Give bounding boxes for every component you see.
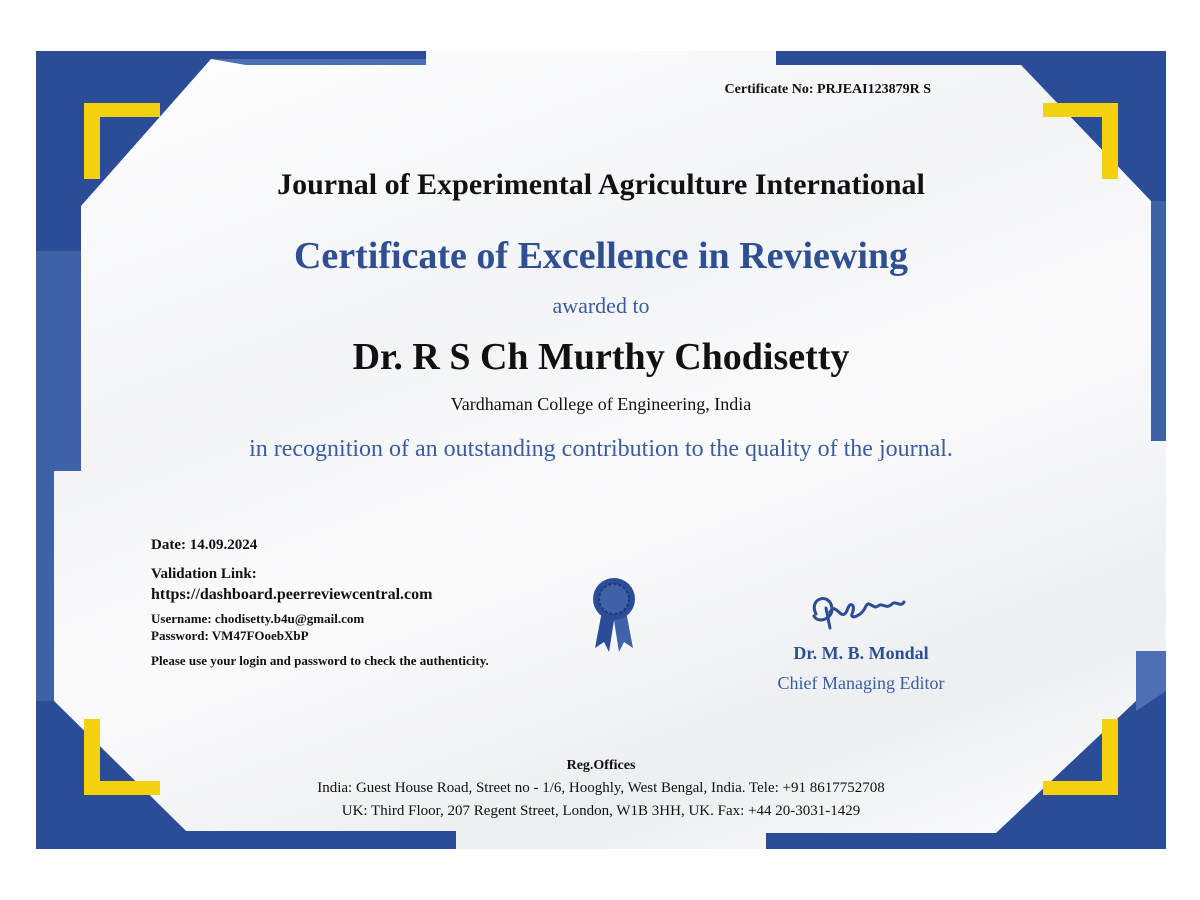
certificate-number: Certificate No: PRJEAI123879R S	[724, 82, 931, 97]
editor-name: Dr. M. B. Mondal	[793, 643, 929, 663]
awarded-to-text: awarded to	[552, 293, 650, 318]
recipient-name: Dr. R S Ch Murthy Chodisetty	[352, 336, 850, 378]
certificate	[36, 51, 1166, 849]
editor-signature	[806, 586, 916, 636]
editor-role: Chief Managing Editor	[777, 673, 945, 693]
certificate-title: Certificate of Excellence in Reviewing	[293, 235, 909, 277]
validation-details	[151, 535, 491, 670]
offices-title: Reg.Offices	[566, 758, 636, 773]
username-text: Username: chodisetty.b4u@gmail.com	[151, 611, 365, 626]
award-ribbon-icon	[591, 576, 637, 656]
validation-label: Validation Link:	[151, 566, 257, 582]
recipient-affiliation: Vardhaman College of Engineering, India	[450, 394, 752, 414]
recognition-text: in recognition of an outstanding contribution to the quality of the journal.	[249, 436, 953, 462]
validation-link[interactable]: https://dashboard.peerreviewcentral.com	[151, 586, 433, 603]
authenticity-note: Please use your login and password to check the authenticity.	[151, 653, 489, 668]
password-text: Password: VM47FOoebXbP	[151, 628, 309, 643]
office-address-uk: UK: Third Floor, 207 Regent Street, London, W1B 3HH, UK. Fax: +44 20-3031-1429	[341, 803, 861, 819]
office-address-india: India: Guest House Road, Street no - 1/6, Hooghly, West Bengal, India. Tele: +91 8617752708	[317, 780, 885, 796]
journal-name: Journal of Experimental Agriculture International	[277, 168, 925, 201]
issue-date: Date: 14.09.2024	[151, 537, 258, 553]
